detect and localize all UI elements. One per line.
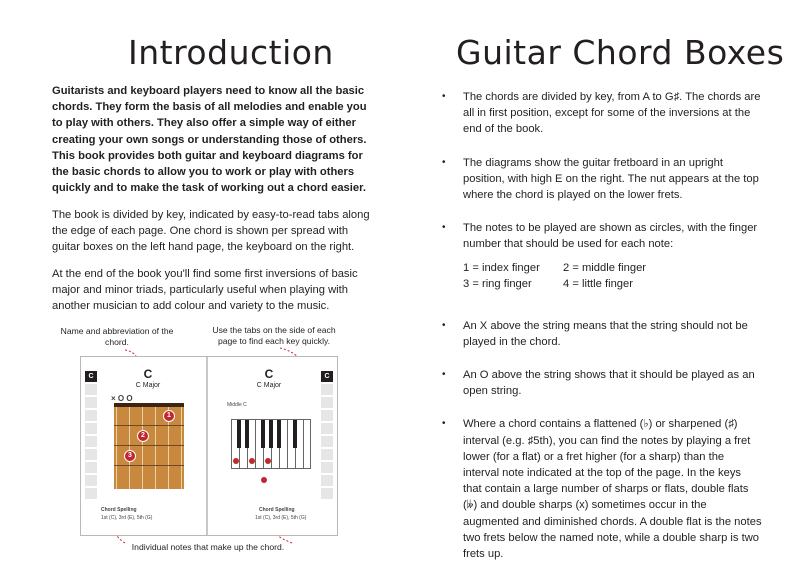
chord-spelling-notes: 1st (C), 3rd (E), 5th (G) [101,515,153,521]
page-title-guitar-chord-boxes: Guitar Chord Boxes [456,33,785,72]
body-paragraph-tabs: The book is divided by key, indicated by easy-to-read tabs along the edge of each page. One chord is shown per spread with guitar boxes on the left hand page, the keyboard on the right. [52,209,370,254]
annotation-chord-name: Name and abbreviation of the chord. [60,326,174,347]
annotation-individual-notes: Individual notes that make up the chord. [131,542,285,552]
key-tabs-right [321,371,333,501]
chord-spelling-label: Chord Spelling [101,507,137,513]
chord-spelling-notes-right: 1st (C), 3rd (E), 5th (G) [255,515,307,521]
list-item: • The chords are divided by key, from A to G♯. The chords are all in first position, except for some of the inversions at the end of the book. [442,91,761,136]
finger-middle: 2 = middle finger [563,262,647,274]
guitar-fretboard [114,403,184,489]
keyboard-diagram [231,419,311,469]
annotation-tabs: Use the tabs on the side of each page to find each key quickly. [212,325,336,346]
middle-c-label: Middle C [227,402,247,408]
book-spine [206,357,208,535]
chord-spelling-label-right: Chord Spelling [259,507,295,513]
list-item: • The notes to be played are shown as circles, with the finger number that should be used for each note: [442,222,758,251]
finger-number-key [463,260,663,292]
mini-chord-letter: C [143,367,153,381]
book-spread-illustration [80,356,338,536]
key-tab-c-right: C [321,371,333,382]
body-paragraph-inversions: At the end of the book you'll find some first inversions of basic major and minor triads, particularly useful when playing with another musician to add colour and variety to the music. [52,268,358,313]
string-markers: × O O [111,394,133,403]
list-item: • Where a chord contains a flattened (♭) or sharpened (♯) interval (e.g. ♯5th), you can find the notes by playing a fret lower (for a flat) or a fret higher (for a sharp) than the interval note indicated at the top of the page. In the keys that contain a large number of sharps or flats, double flats (𝄫) and double sharps (x) sometimes occur in the augmented and diminished chords. A double flat is the notes two frets below the named note, while a double sharp is two frets up. [442,418,762,561]
list-item: • The diagrams show the guitar fretboard in an upright position, with high E on the right. The nut appears at the top where the chord is played on the lower frets. [442,156,759,202]
finger-ring: 3 = ring finger [463,278,532,291]
mini-chord-letter-right: C [264,367,274,381]
page-title-introduction: Introduction [128,33,334,72]
mini-chord-name: C Major [135,382,161,389]
intro-paragraph: Guitarists and keyboard players need to know all the basic chords. They form the basis of all melodies and enable you to play with others. They also offer a simple way of either creating your own songs or understanding those of others. This book provides both guitar and keyboard diagrams for the basic chords to allow you to work or play with others quickly and to make the task of working out a chord easier. [52,85,367,195]
mini-chord-name-right: C Major [256,382,282,389]
list-item: • An X above the string means that the string should not be played in the chord. [442,319,748,348]
list-item: • An O above the string shows that it should be played as an open string. [442,369,755,398]
finger-dot-3: 3 [124,450,136,462]
key-tabs-left [85,371,97,501]
finger-dot-1: 1 [163,410,175,422]
finger-index: 1 = index finger [463,262,540,274]
chord-box-bullet-list [442,89,762,562]
finger-little: 4 = little finger [563,278,633,291]
legend-dot [261,477,267,483]
finger-dot-2: 2 [137,430,149,442]
key-tab-c: C [85,371,97,382]
